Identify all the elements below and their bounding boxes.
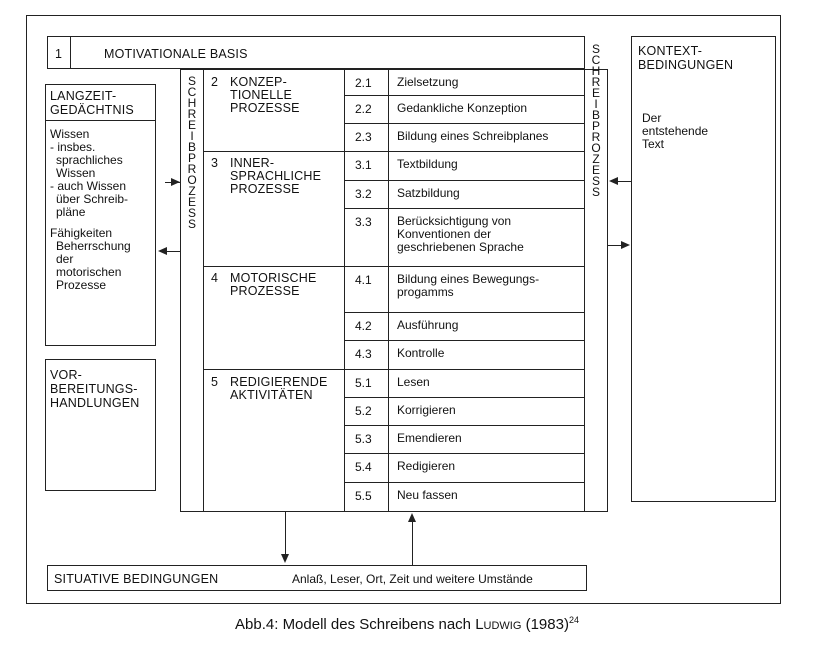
gedaechtnis-title-2: GEDÄCHTNIS xyxy=(50,103,134,117)
motivational-basis-box xyxy=(47,36,585,69)
caption-prefix: Abb.4: Modell des Schreibens nach xyxy=(235,616,476,633)
arrow-head-right-upper xyxy=(171,178,180,186)
subprocess-number: 3.1 xyxy=(355,158,372,172)
subprocess-label: Bildung eines Schreibplanes xyxy=(397,129,549,143)
gedaechtnis-line: - insbes. xyxy=(50,140,96,154)
subprocess-number: 5.2 xyxy=(355,404,372,418)
row-divider xyxy=(344,151,584,152)
row-divider xyxy=(344,369,584,370)
row-divider xyxy=(344,312,584,313)
vertical-letter: R xyxy=(591,130,601,144)
gedaechtnis-title-1: LANGZEIT- xyxy=(50,89,117,103)
subprocess-number: 5.3 xyxy=(355,432,372,446)
subprocess-number: 2.3 xyxy=(355,130,372,144)
situativ-detail: Anlaß, Leser, Ort, Zeit und weitere Umstände xyxy=(292,572,533,586)
langzeitgedaechtnis-box xyxy=(45,84,156,346)
subprocess-number: 2.2 xyxy=(355,102,372,116)
vertical-letter: R xyxy=(187,107,197,121)
caption-author: Ludwig xyxy=(475,616,522,633)
vertical-letter: S xyxy=(187,206,196,220)
vorbereitungshandlungen-box xyxy=(45,359,156,491)
subprocess-number: 5.5 xyxy=(355,489,372,503)
vertical-letter: P xyxy=(187,151,196,165)
gedaechtnis-line: Fähigkeiten xyxy=(50,226,113,240)
arrow-head-left-right-upper xyxy=(609,177,618,185)
subprocess-label: Neu fassen xyxy=(397,488,458,502)
vertical-letter: E xyxy=(591,86,600,100)
subprocess-number: 3.2 xyxy=(355,187,372,201)
subprocess-label: Ausführung xyxy=(397,318,459,332)
vertical-letter: O xyxy=(187,173,197,187)
gedaechtnis-line: Prozesse xyxy=(56,278,107,292)
process-label: PROZESSE xyxy=(230,182,300,196)
process-label: REDIGIERENDE xyxy=(230,375,328,389)
arrow-head-left-lower xyxy=(158,247,167,255)
arrow-head-up xyxy=(408,513,416,522)
process-label: AKTIVITÄTEN xyxy=(230,388,313,402)
subprocess-number: 5.4 xyxy=(355,460,372,474)
kontext-line: Text xyxy=(642,137,665,151)
subprocess-label: Gedankliche Konzeption xyxy=(397,101,528,115)
caption-year: (1983) xyxy=(521,616,569,633)
vertical-letter: S xyxy=(591,174,600,188)
situative-bedingungen-box xyxy=(47,565,587,591)
subprocess-number: 4.1 xyxy=(355,273,372,287)
vertical-letter: P xyxy=(591,119,600,133)
kontext-line: entstehende xyxy=(642,124,709,138)
process-number: 4 xyxy=(211,271,219,285)
subprocess-label: Kontrolle xyxy=(397,346,445,360)
row-divider xyxy=(344,95,584,96)
row-divider xyxy=(344,425,584,426)
subprocess-label: Korrigieren xyxy=(397,403,456,417)
schreibprozess-vertical-left xyxy=(185,76,199,230)
arrow-head-down xyxy=(281,554,289,563)
row-divider xyxy=(344,180,584,181)
gedaechtnis-line: sprachliches xyxy=(56,153,123,167)
vertical-letter: I xyxy=(594,97,598,111)
row-divider xyxy=(344,340,584,341)
vertical-letter: I xyxy=(190,129,194,143)
row-divider xyxy=(344,482,584,483)
vertical-letter: S xyxy=(591,185,600,199)
vertical-letter: S xyxy=(187,217,196,231)
gedaechtnis-line: Wissen xyxy=(56,166,96,180)
vorbereitung-line: HANDLUNGEN xyxy=(50,396,140,410)
vertical-letter: H xyxy=(187,96,197,110)
subprocess-label: Zielsetzung xyxy=(397,75,459,89)
gedaechtnis-line: Beherrschung xyxy=(56,239,131,253)
kontext-title-2: BEDINGUNGEN xyxy=(638,58,734,72)
gedaechtnis-line: über Schreib- xyxy=(56,192,129,206)
figure-caption xyxy=(0,615,814,633)
vertical-letter: H xyxy=(591,64,601,78)
subprocess-label: Emendieren xyxy=(397,431,462,445)
subprocess-number: 2.1 xyxy=(355,76,372,90)
subprocess-number: 3.3 xyxy=(355,215,372,229)
subprocess-number: 4.3 xyxy=(355,347,372,361)
subprocess-label: Bildung eines Bewegungs-progamms xyxy=(397,272,540,299)
process-label: PROZESSE xyxy=(230,101,300,115)
vertical-letter: B xyxy=(187,140,196,154)
caption-footnote: 24 xyxy=(568,615,579,625)
gedaechtnis-line: Wissen xyxy=(50,127,90,141)
gedaechtnis-line: - auch Wissen xyxy=(50,179,127,193)
vertical-letter: B xyxy=(591,108,600,122)
row-divider xyxy=(344,453,584,454)
process-label: KONZEP- xyxy=(230,75,287,89)
vorbereitung-line: VOR- xyxy=(50,368,83,382)
kontext-title-1: KONTEXT- xyxy=(638,44,703,58)
schreibprozess-vertical-right xyxy=(589,44,603,198)
situativ-title: SITUATIVE BEDINGUNGEN xyxy=(54,572,219,586)
vertical-letter: R xyxy=(187,162,197,176)
subprocess-number: 5.1 xyxy=(355,376,372,390)
vertical-letter: E xyxy=(591,163,600,177)
subprocess-label: Satzbildung xyxy=(397,186,460,200)
subprocess-label: Berücksichtigung von Konventionen der geschriebenen Sprache xyxy=(397,214,524,254)
vertical-letter: R xyxy=(591,75,601,89)
process-label: INNER- xyxy=(230,156,275,170)
subprocess-number: 4.2 xyxy=(355,319,372,333)
vertical-letter: C xyxy=(591,53,601,67)
kontext-line: Der xyxy=(642,111,662,125)
arrow-head-right-right-lower xyxy=(621,241,630,249)
process-label: MOTORISCHE xyxy=(230,271,317,285)
vertical-letter: S xyxy=(187,74,196,88)
process-label: PROZESSE xyxy=(230,284,300,298)
process-label: SPRACHLICHE xyxy=(230,169,322,183)
row-divider xyxy=(344,123,584,124)
motivational-label: MOTIVATIONALE BASIS xyxy=(104,47,248,61)
kontextbedingungen-box xyxy=(631,36,776,502)
row-divider xyxy=(344,266,584,267)
row-divider xyxy=(344,397,584,398)
gedaechtnis-line: motorischen xyxy=(56,265,122,279)
vertical-letter: E xyxy=(187,118,196,132)
gedaechtnis-line: der xyxy=(56,252,74,266)
vertical-letter: Z xyxy=(592,152,600,166)
arrow-line-right-upper xyxy=(617,181,631,182)
arrow-line-down xyxy=(285,512,286,555)
gedaechtnis-line: pläne xyxy=(56,205,86,219)
subprocess-label: Lesen xyxy=(397,375,430,389)
process-number: 2 xyxy=(211,75,219,89)
process-number: 3 xyxy=(211,156,219,170)
row-divider xyxy=(344,208,584,209)
vertical-letter: Z xyxy=(188,184,196,198)
vertical-letter: C xyxy=(187,85,197,99)
arrow-line-up xyxy=(412,522,413,565)
subprocess-label: Redigieren xyxy=(397,459,456,473)
subprocess-label: Textbildung xyxy=(397,157,458,171)
vertical-letter: E xyxy=(187,195,196,209)
vertical-letter: O xyxy=(591,141,601,155)
process-number: 5 xyxy=(211,375,219,389)
process-label: TIONELLE xyxy=(230,88,293,102)
motivational-num: 1 xyxy=(55,47,63,61)
vorbereitung-line: BEREITUNGS- xyxy=(50,382,138,396)
vertical-letter: S xyxy=(591,42,600,56)
